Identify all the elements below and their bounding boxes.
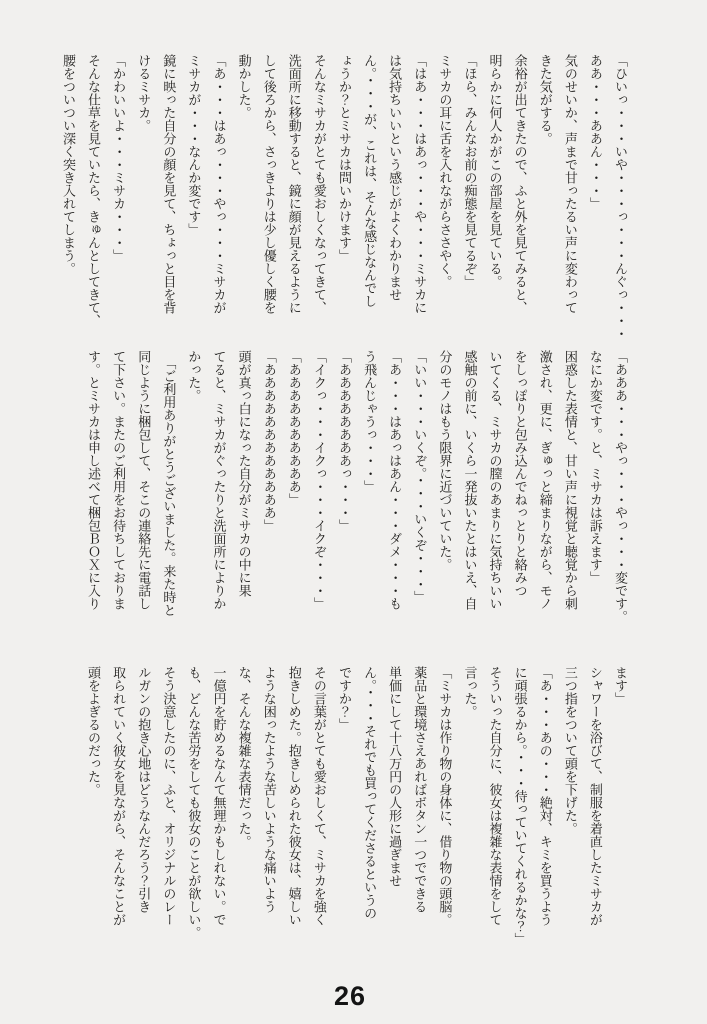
text-line: 「ああああああああああああ」	[261, 350, 277, 532]
text-line: 余裕が出てきたので、ふと外を見てみると、	[512, 54, 528, 314]
text-band-bottom	[81, 666, 633, 958]
text-line: そんなミサカがとても愛おしくなってきて、	[311, 54, 327, 314]
text-line: 激され、更に、ぎゅっと締まりながら、モノ	[537, 350, 553, 610]
text-line: に頑張るから。・・・待っていてくれるかな？」	[512, 666, 528, 946]
text-line: 明らかに何人かがこの部屋を見ている。	[487, 54, 503, 288]
text-line: 取られていく彼女を見ながら、そんなことが	[111, 666, 127, 926]
text-line: ですか？」	[336, 666, 352, 731]
text-line: 抱きしめた。抱きしめられた彼女は、嬉しい	[286, 666, 302, 926]
text-line: きた気がする。	[537, 54, 553, 145]
text-line: 「ほら、みんなお前の痴態を見てるぞ」	[462, 54, 478, 288]
text-line: 「いい・・・いくぞ。・・・いくぞ・・・」	[412, 350, 428, 604]
text-line: 言った。	[462, 666, 478, 718]
text-line: をしっぽりと包み込んでねっとりと絡みつ	[512, 350, 528, 597]
text-line: てると、ミサカがぐったりと洗面所によりか	[211, 350, 227, 610]
text-line: かった。	[186, 350, 202, 402]
text-line: 頭をよぎるのだった。	[86, 666, 102, 796]
text-line: その言葉がとても愛おしくて、ミサカを強く	[311, 666, 327, 926]
text-line: 鏡に映った自分の顔を見て、ちょっと目を背	[161, 54, 177, 314]
text-line: て下さい。またのご利用をお待ちしておりま	[111, 350, 127, 610]
page-number: 26	[333, 981, 367, 1011]
text-line: 動かした。	[236, 54, 252, 119]
text-line: す。とミサカは申し述べて梱包ＢＯＸに入り	[86, 350, 102, 610]
text-line: して後ろから、さっきよりは少し優しく腰を	[261, 54, 277, 314]
text-line: 「ミサカは作り物の身体に、借り物の頭脳。	[437, 666, 453, 926]
text-line: けるミサカ。	[136, 54, 152, 132]
text-line: ミサカが・・・なんか変です」	[186, 54, 202, 236]
text-line: 同じように梱包して、そこの連絡先に電話し	[136, 350, 152, 610]
text-line: 「はあ・・・はあっ・・・や・・・ミサカに	[412, 54, 428, 314]
text-line: 「ひいっ・・・いや・・・っ・・・んぐっ・・・	[613, 54, 628, 340]
text-line: 感触の前に、いくら一発抜いたとはいえ、自	[462, 350, 478, 610]
text-line: は気持ちいいという感じがよくわかりませ	[387, 54, 403, 301]
text-line: ん。・・・それでも買ってくださるというの	[362, 666, 378, 920]
text-line: 「ああああああああああ」	[286, 350, 302, 506]
text-line: ような困ったような苦しいような痛いよう	[261, 666, 277, 913]
text-line: 一億円を貯めるなんて無理かもしれない。で	[211, 666, 227, 926]
text-line: 「ご利用ありがとうございました。来た時と	[161, 350, 177, 617]
text-line: ミサカの耳に舌を入れながらささやく。	[437, 54, 453, 288]
text-line: も、どんな苦労をしても彼女のことが欲しい。	[186, 666, 202, 939]
text-line: な、そんな複雑な表情だった。	[236, 666, 252, 848]
text-line: 薬品と環境さえあればボタン一つでできる	[412, 666, 428, 913]
text-line: 「あ・・・はあっはあん・・・ダメ・・・も	[387, 350, 403, 610]
text-line: いてくる、ミサカの膣のあまりに気持ちいい	[487, 350, 503, 610]
text-band-middle	[81, 350, 633, 642]
text-line: 頭が真っ白になった自分がミサカの中に果	[236, 350, 252, 597]
text-line: そういった自分に、彼女は複雑な表情をして	[487, 666, 503, 926]
text-line: そう決意したのに、ふと、オリジナルのレー	[161, 666, 177, 926]
text-band-top	[56, 54, 633, 346]
text-line: ます」	[613, 666, 628, 705]
text-line: 困惑した表情と、甘い声に視覚と聴覚から刺	[562, 350, 578, 610]
text-line: 「あ・・・はあっ・・・やっ・・・ミサカが	[211, 54, 227, 314]
text-line: ルガンの抱き心地はどうなんだろう？引き	[136, 666, 152, 913]
text-line: 気のせいか、声まで甘ったるい声に変わって	[562, 54, 578, 314]
text-line: シャワーを浴びて、制服を着直したミサカが	[587, 666, 603, 926]
text-line: 洗面所に移動すると、鏡に顔が見えるように	[286, 54, 302, 314]
text-line: 「イクっ・・・イクっ・・・イクぞ・・・」	[311, 350, 327, 610]
text-line: そんな仕草を見ていたら、きゅんとしてきて、	[86, 54, 102, 327]
text-line: なにか変です。と、ミサカは訴えます」	[587, 350, 603, 584]
text-line: 「あ・・・あの・・・絶対、キミを買うよう	[537, 666, 553, 926]
text-line: 「ああああああああっ・・・」	[336, 350, 352, 532]
text-line: ょうか？とミサカは問いかけます」	[336, 54, 352, 262]
text-line: 「あああ・・・やっ・・・やっ・・・変です。	[613, 350, 628, 623]
text-line: 単価にして十八万円の人形に過ぎませ	[387, 666, 403, 887]
text-line: 分のモノはもう限界に近づいていた。	[437, 350, 453, 571]
text-line: 三つ指をついて頭を下げた。	[562, 666, 578, 835]
text-line: う飛んじゃうっ・・・」	[362, 350, 378, 493]
text-line: 腰をついつい深く突き入れてしまう。	[60, 54, 76, 275]
text-line: ん。・・・が、これは、そんな感じなんでし	[362, 54, 378, 308]
text-line: 「かわいいよ・・・ミサカ・・・」	[111, 54, 127, 262]
text-line: ああ・・・ああん・・・」	[587, 54, 603, 210]
